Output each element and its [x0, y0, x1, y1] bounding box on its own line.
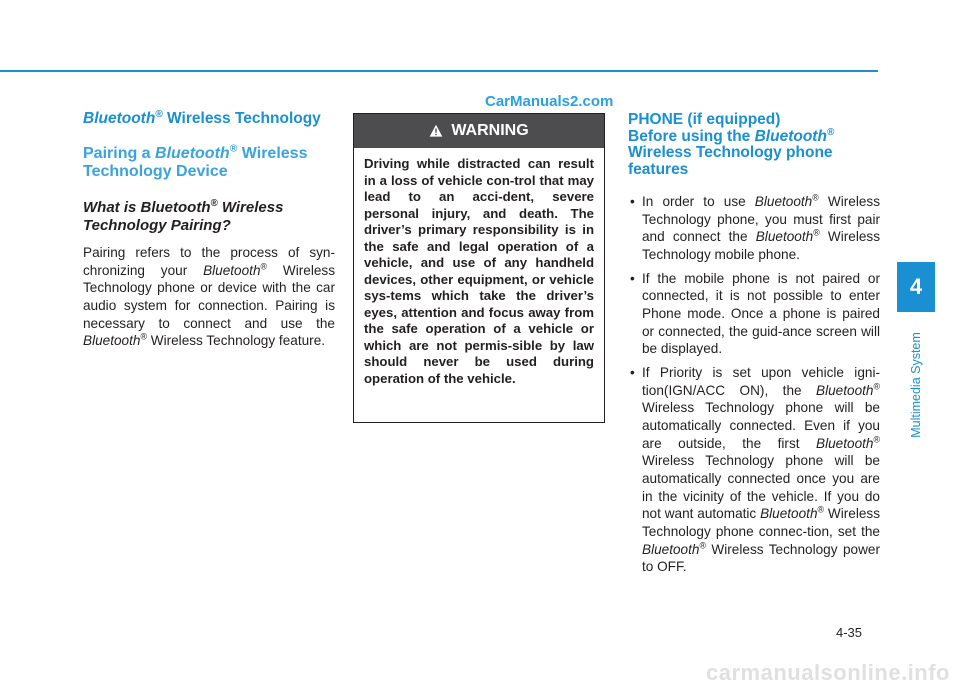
list-item: • In order to use Bluetooth® Wireless Technology phone, you must first pair and connect the Bluetooth® Wireless Technology mobile phone. [628, 193, 880, 264]
page-number: 4-35 [836, 625, 863, 640]
list-item: • If the mobile phone is not paired or connected, it is not possible to enter Phone mode. Once a phone is paired or connected, the guid-ance screen will be displayed. [628, 270, 880, 358]
warning-box [353, 113, 605, 423]
question-heading: What is Bluetooth® Wireless Technology Pairing? [83, 198, 284, 234]
warning-triangle-icon [429, 124, 443, 138]
chapter-tab[interactable]: 4 [897, 262, 935, 312]
chapter-label: Multimedia System [909, 332, 923, 438]
phone-heading: PHONE (if equipped) Before using the Bluetooth® Wireless Technology phone features [628, 111, 835, 179]
left-column [83, 110, 335, 350]
watermark-bottom: carmanualsonline.info [706, 660, 950, 685]
watermark-top: CarManuals2.com [485, 93, 614, 110]
warning-text: Driving while distracted can result in a loss of vehicle con-trol that may lead to an acci-dent, severe personal injury, and death. The driver’s primary responsibility is in the safe and legal operation of a vehicle, and use of any handheld devices, other equipment, or vehicle sys-tems which take the driver’s eyes, attention and focus away from the safe operation of a vehicle or which are not permis-sible by law should never be used during operation of the vehicle. [364, 156, 594, 386]
right-column [628, 112, 880, 582]
top-rule [0, 70, 878, 72]
list-item: • If Priority is set upon vehicle igni-tion(IGN/ACC ON), the Bluetooth® Wireless Technology phone will be automatically connected. Even if you are outside, the first Bluetooth® Wireless Technology phone will be automatically connected once you are in the vicinity of the vehicle. If you do not want automatic Bluetooth® Wireless Technology phone connec-tion, set the Bluetooth® Wireless Technology power to OFF. [628, 364, 880, 576]
pairing-paragraph: Pairing refers to the process of syn-chronizing your Bluetooth® Wireless Technology phone or device with the car audio system for connection. Pairing is necessary to connect and use the Bluetooth® Wireless Technology feature. [83, 244, 335, 349]
warning-header [354, 114, 604, 148]
subsection-heading: Pairing a Bluetooth® Wireless Technology Device [83, 143, 308, 180]
warning-title: WARNING [451, 122, 529, 139]
phone-bullet-list [628, 193, 880, 576]
section-heading: Bluetooth® Wireless Technology [83, 108, 321, 127]
